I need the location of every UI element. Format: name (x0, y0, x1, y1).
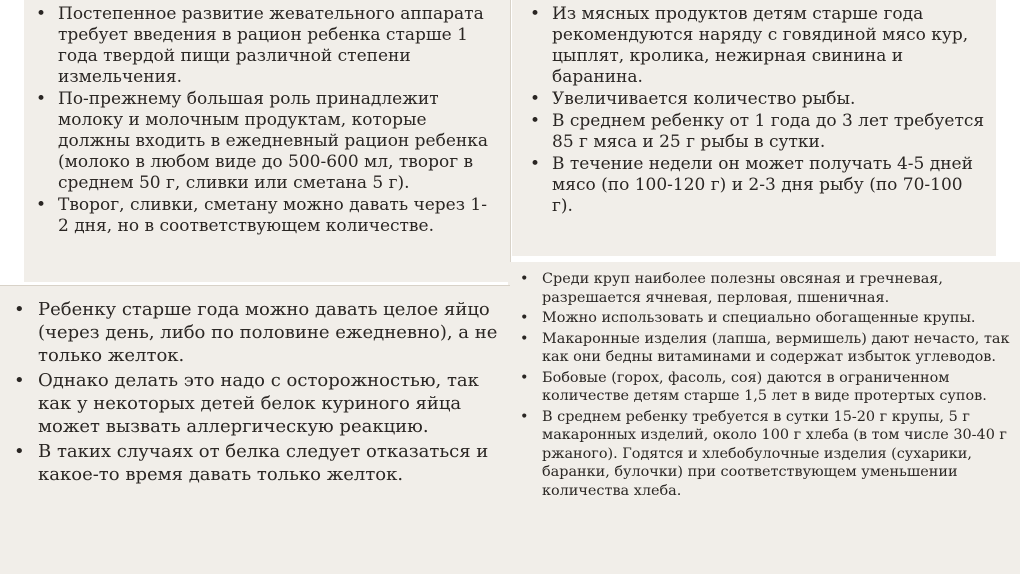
list-item: • В таких случаях от белка следует отказаться и какое-то время давать только желток. (14, 440, 498, 486)
panel-cereals (508, 262, 1020, 574)
bullet-list-meat-fish (530, 4, 986, 217)
list-item: • В среднем ребенку от 1 года до 3 лет требуется 85 г мяса и 25 г рыбы в сутки. (530, 111, 986, 153)
list-item: • Творог, сливки, сметану можно давать через 1-2 дня, но в соответствующем количестве. (36, 195, 496, 237)
bullet-list-eggs (14, 298, 498, 486)
bullet-list-dairy (36, 4, 496, 237)
list-item: • Однако делать это надо с осторожностью, так как у некоторых детей белок куриного яйца может вызвать аллергическую реакцию. (14, 369, 498, 438)
list-item: • Макаронные изделия (лапша, вермишель) дают нечасто, так как они бедны витаминами и содержат избыток углеводов. (520, 330, 1010, 367)
bullet-list-cereals (520, 270, 1010, 500)
list-item: • Из мясных продуктов детям старше года рекомендуются наряду с говядиной мясо кур, цыплят, кролика, нежирная свинина и баранина. (530, 4, 986, 88)
panel-eggs (0, 285, 510, 574)
list-item: • Постепенное развитие жевательного аппарата требует введения в рацион ребенка старше 1 года твердой пищи различной степени измельчения. (36, 4, 496, 88)
panel-meat-fish (512, 0, 996, 256)
list-item: • В среднем ребенку требуется в сутки 15-20 г крупы, 5 г макаронных изделий, около 100 г хлеба (в том числе 30-40 г ржаного). Годятся и хлебобулочные изделия (сухарики, баранки, булочки) при соответствующем уменьшении количества хлеба. (520, 408, 1010, 501)
list-item: • Среди круп наиболее полезны овсяная и гречневая, разрешается ячневая, перловая, пшеничная. (520, 270, 1010, 307)
list-item: • Ребенку старше года можно давать целое яйцо (через день, либо по половине ежедневно), а не только желток. (14, 298, 498, 367)
list-item: • Увеличивается количество рыбы. (530, 89, 986, 110)
list-item: • В течение недели он может получать 4-5 дней мясо (по 100-120 г) и 2-3 дня рыбу (по 70-100 г). (530, 154, 986, 217)
list-item: • Бобовые (горох, фасоль, соя) даются в ограниченном количестве детям старше 1,5 лет в виде протертых супов. (520, 369, 1010, 406)
list-item: • По-прежнему большая роль принадлежит молоку и молочным продуктам, которые должны входить в ежедневный рацион ребенка (молоко в любом виде до 500-600 мл, творог в среднем 50 г, сливки или сметана 5 г). (36, 89, 496, 194)
list-item: • Можно использовать и специально обогащенные крупы. (520, 309, 1010, 328)
panel-dairy (24, 0, 511, 282)
